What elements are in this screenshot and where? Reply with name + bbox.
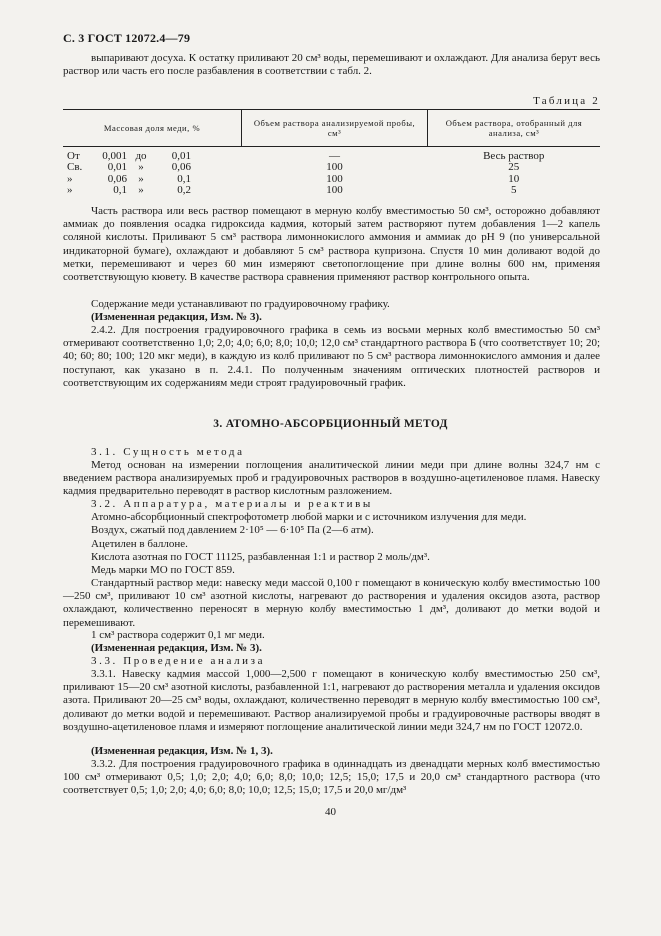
sample-volume-cell: 100 bbox=[326, 172, 343, 185]
sample-volume-cell: 100 bbox=[326, 161, 343, 174]
mass-fraction-cell bbox=[63, 174, 242, 185]
range-prefix: От bbox=[67, 150, 80, 162]
range-prefix: Св. bbox=[67, 161, 83, 174]
range-to: 0,1 bbox=[177, 172, 191, 185]
range-prefix: » bbox=[67, 172, 73, 185]
table-row bbox=[63, 185, 600, 196]
standard-solution-paragraph: Стандартный раствор меди: навеску меди массой 0,100 г помещают в коническую колбу вместимостью 100—250 см³, приливают 10 см³ азотной кислоты, нагревают до растворения и удаления оксидов азота, раствор охлаждают, количественно переносят в мерную колбу вместимостью 1 дм³, доливают до метки водой и перемешивают. bbox=[63, 577, 600, 629]
sample-volume-cell: — bbox=[329, 150, 340, 162]
page-number: 40 bbox=[325, 806, 336, 818]
paragraph-procedure: Часть раствора или весь раствор помещают в мерную колбу вместимостью 50 см³, осторожно добавляют аммиак до появления осадка гидроксида кадмия, который затем растворяют путем добавления 1—2 капель соляной кислоты. Приливают 5 см³ раствора лимоннокислого аммония и аммиак до pH 9 (по универсальной индикаторной бумаге), охлаждают и добавляют 5 см³ раствора купризона. Спустя 10 мин доливают водой до метки, перемешивают и через 60 мин измеряют светопоглощение при длине волны 600 нм, применяя соответствующую кювету. В качестве раствора сравнения применяют раствор контрольного опыта. bbox=[63, 205, 600, 284]
range-mid: » bbox=[138, 161, 144, 174]
subsection-3-1-title: 3.1. Сущность метода bbox=[91, 446, 245, 458]
equipment-item: Ацетилен в баллоне. bbox=[91, 538, 188, 550]
equipment-item: Атомно-абсорбционный спектрофотометр любой марки и с источником излучения для меди. bbox=[91, 511, 527, 523]
change-note: (Измененная редакция, Изм. № 1, 3). bbox=[91, 745, 273, 757]
page-header: С. 3 ГОСТ 12072.4—79 bbox=[63, 31, 191, 45]
range-from: 0,01 bbox=[107, 161, 127, 174]
sample-volume-cell: 100 bbox=[326, 184, 343, 197]
mass-fraction-cell bbox=[63, 185, 242, 196]
paragraph-2-4-2: 2.4.2. Для построения градуировочного графика в семь из восьми мерных колб вместимостью 50 см³ отмеривают соответственно 1,0; 2,0; 4,0; 6,0; 8,0; 10,0; 12,0 см³ стандартного раствора Б (что соответствует 10; 20; 40; 60; 80; 100; 120 мкг меди), в каждую из колб приливают по 5 см³ раствора лимоннокислого аммония и далее поступают, как указано в п. 2.4.1. По полученным значениям оптических плотностей растворов и соответствующим их содержаниям меди строят градуировочный график. bbox=[63, 324, 600, 389]
range-mid: до bbox=[135, 150, 147, 162]
table-header-cell: Объем раствора анализируемой пробы, см³ bbox=[242, 110, 428, 147]
change-note: (Измененная редакция, Изм. № 3). bbox=[91, 642, 262, 654]
subsection-3-2-title: 3.2. Аппаратура, материалы и реактивы bbox=[91, 498, 373, 510]
solution-note: 1 см³ раствора содержит 0,1 мг меди. bbox=[91, 629, 265, 641]
paragraph-3-3-1: 3.3.1. Навеску кадмия массой 1,000—2,500 г помещают в коническую колбу вместимостью 250 см³, приливают 15—20 см³ азотной кислоты, разбавленной 1:1, нагревают до растворения металла и удаления оксидов азота. Приливают 20—25 см³ воды, охлаждают, количественно переводят в мерную колбу вместимостью 100 см³, доливают до метки водой и перемешивают. Раствор анализируемой пробы и градуировочные растворы вводят в воздушно-ацетиленовое пламя и измеряют поглощение аналитической линии меди 324,7 нм по ГОСТ 12072.0. bbox=[63, 668, 600, 733]
aliquot-volume-cell: 10 bbox=[508, 172, 520, 185]
mass-fraction-cell bbox=[63, 162, 242, 173]
table-caption: Таблица 2 bbox=[533, 95, 600, 107]
range-mid: » bbox=[138, 184, 144, 197]
range-to: 0,01 bbox=[171, 150, 191, 162]
mass-fraction-cell bbox=[63, 147, 242, 163]
equipment-item: Медь марки МО по ГОСТ 859. bbox=[91, 564, 235, 576]
range-from: 0,06 bbox=[107, 172, 127, 185]
aliquot-volume-cell: Весь раствор bbox=[483, 150, 545, 162]
range-prefix: » bbox=[67, 184, 73, 197]
paragraph-3-3-2: 3.3.2. Для построения градуировочного графика в одиннадцать из двенадцати мерных колб вместимостью 100 см³ отмеривают 0,5; 1,0; 2,0; 4,0; 6,0; 8,0; 10,0; 12,5; 15,0; 17,5 и 20,0 см³ стандартного раствора (что соответствует 0,5; 1,0; 2,0; 4,0; 6,0; 8,0; 10,0; 12,5; 15,0; 17,5 и 20,0 мг/дм³ bbox=[63, 758, 600, 797]
subsection-3-1-text: Метод основан на измерении поглощения аналитической линии меди при длине волны 324,7 нм с введением раствора анализируемых проб и градуировочных растворов в воздушно-ацетиленовое пламя. Навеску кадмия предварительно переводят в раствор кислотным разложением. bbox=[63, 459, 600, 498]
table-header-cell: Массовая доля меди, % bbox=[63, 110, 242, 147]
range-from: 0,1 bbox=[113, 184, 127, 197]
table-header-cell: Объем раствора, отобранный для анализа, см³ bbox=[428, 110, 601, 147]
paragraph-content-copper: Содержание меди устанавливают по градуировочному графику. bbox=[91, 298, 390, 310]
aliquot-volume-cell: 25 bbox=[508, 161, 520, 174]
change-note: (Измененная редакция, Изм. № 3). bbox=[91, 311, 262, 323]
subsection-3-3-title: 3.3. Проведение анализа bbox=[91, 655, 266, 667]
equipment-item: Кислота азотная по ГОСТ 11125, разбавленная 1:1 и раствор 2 моль/дм³. bbox=[91, 551, 430, 563]
equipment-item: Воздух, сжатый под давлением 2·10⁵ — 6·10⁵ Па (2—6 атм). bbox=[91, 524, 374, 536]
aliquot-volume-cell: 5 bbox=[511, 184, 517, 197]
range-to: 0,2 bbox=[177, 184, 191, 197]
section-title: 3. АТОМНО-АБСОРБЦИОННЫЙ МЕТОД bbox=[213, 418, 448, 430]
range-to: 0,06 bbox=[171, 161, 191, 174]
table-row bbox=[63, 147, 600, 163]
intro-paragraph: выпаривают досуха. К остатку приливают 20 см³ воды, перемешивают и охлаждают. Для анализа берут весь раствор или часть его после разбавления в соответствии с табл. 2. bbox=[63, 52, 600, 78]
range-from: 0,001 bbox=[102, 150, 127, 162]
range-mid: » bbox=[138, 172, 144, 185]
table-2 bbox=[63, 109, 600, 197]
